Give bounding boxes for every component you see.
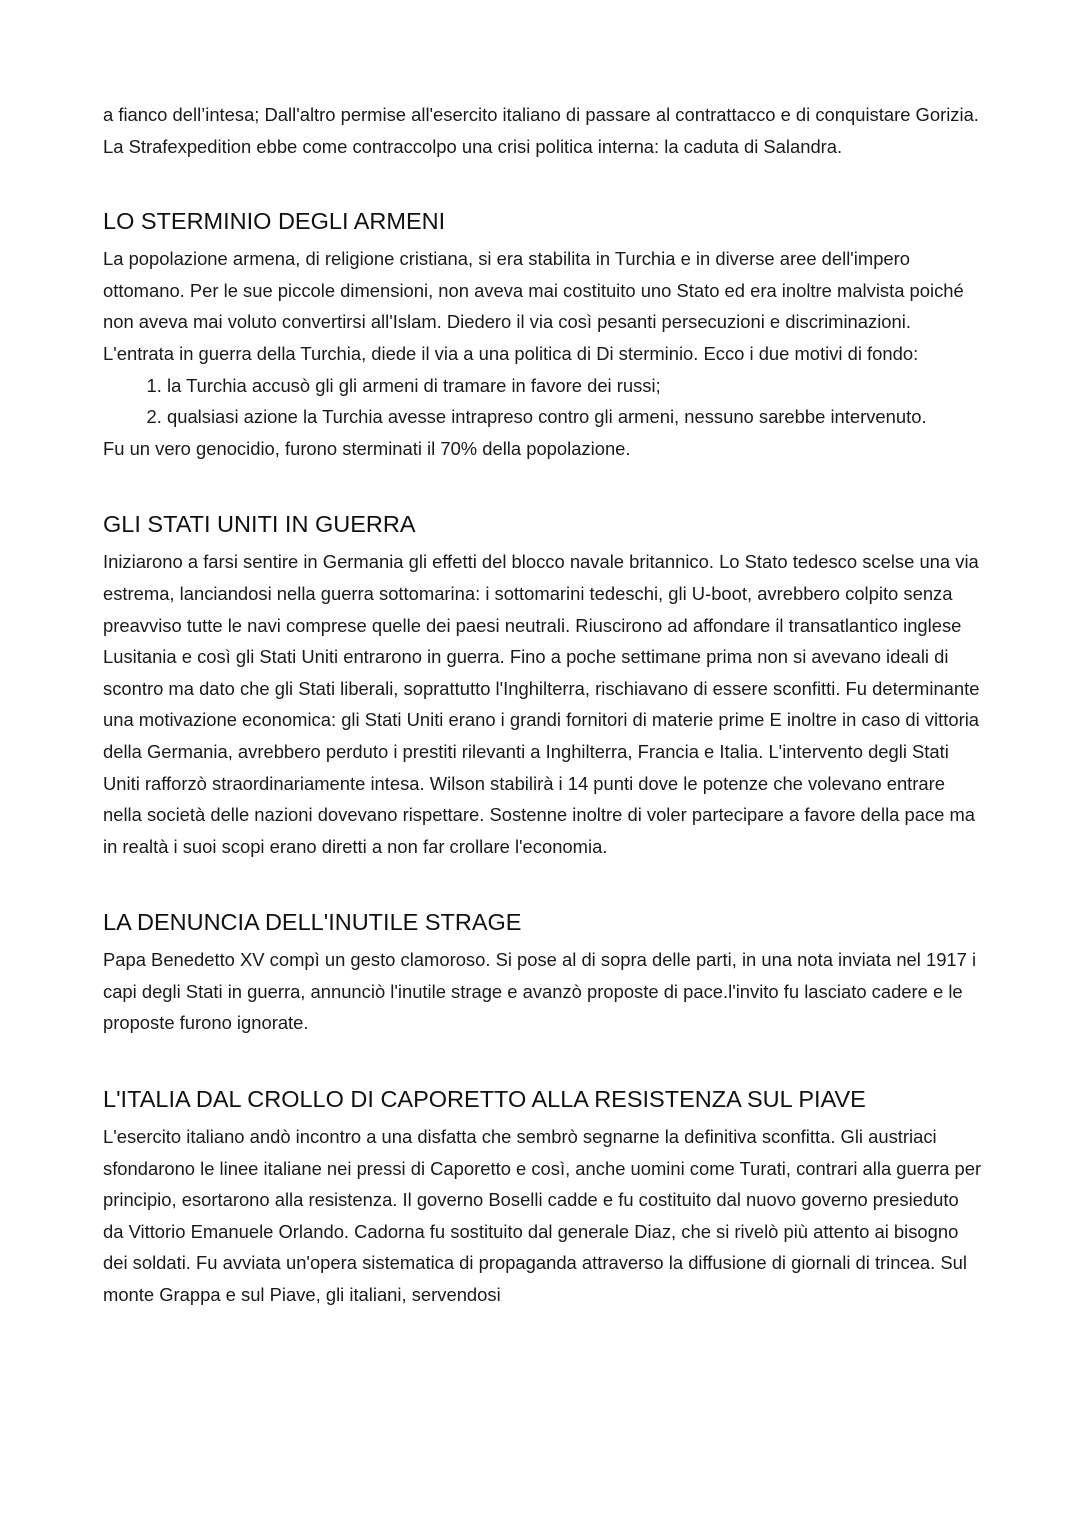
numbered-list xyxy=(103,370,983,433)
section-paragraph: La popolazione armena, di religione cristiana, si era stabilita in Turchia e in diverse aree dell'impero ottomano. Per le sue piccole dimensioni, non aveva mai costituito uno Stato ed era inoltre malvista poiché non aveva mai voluto convertirsi all'Islam. Diedero il via così pesanti persecuzioni e discriminazioni. L'entrata in guerra della Turchia, diede il via a una politica di Di sterminio. Ecco i due motivi di fondo: xyxy=(103,248,964,364)
section-title: LA DENUNCIA DELL'INUTILE STRAGE xyxy=(103,909,522,936)
section-title: L'ITALIA DAL CROLLO DI CAPORETTO ALLA RESISTENZA SUL PIAVE xyxy=(103,1086,866,1113)
section-inutile-strage xyxy=(103,906,983,1039)
section-spacer xyxy=(103,464,983,508)
section-stati-uniti xyxy=(103,508,983,862)
document-page xyxy=(103,99,983,1311)
section-armeni xyxy=(103,205,983,464)
section-paragraph: Papa Benedetto XV compì un gesto clamoroso. Si pose al di sopra delle parti, in una nota inviata nel 1917 i capi degli Stati in guerra, annunciò l'inutile strage e avanzò proposte di pace.l'invito fu lasciato cadere e le proposte furono ignorate. xyxy=(103,949,977,1034)
section-spacer xyxy=(103,162,983,205)
list-item: 1. la Turchia accusò gli gli armeni di tramare in favore dei russi; xyxy=(167,370,983,402)
list-item: 2. qualsiasi azione la Turchia avesse intrapreso contro gli armeni, nessuno sarebbe intervenuto. xyxy=(167,401,983,433)
section-caporetto xyxy=(103,1083,983,1311)
intro-paragraph: a fianco dell’intesa; Dall'altro permise all'esercito italiano di passare al contrattacco e di conquistare Gorizia. La Strafexpedition ebbe come contraccolpo una crisi politica interna: la caduta di Salandra. xyxy=(103,104,979,157)
section-paragraph: Iniziarono a farsi sentire in Germania gli effetti del blocco navale britannico. Lo Stato tedesco scelse una via estrema, lanciandosi nella guerra sottomarina: i sottomarini tedeschi, gli U-boot, avrebbero colpito senza preavviso tutte le navi comprese quelle dei paesi neutrali. Riuscirono ad affondare il transatlantico inglese Lusitania e così gli Stati Uniti entrarono in guerra. Fino a poche settimane prima non si avevano ideali di scontro ma dato che gli Stati liberali, soprattutto l'Inghilterra, rischiavano di essere sconfitti. Fu determinante una motivazione economica: gli Stati Uniti erano i grandi fornitori di materie prime E inoltre in caso di vittoria della Germania, avrebbero perduto i prestiti rilevanti a Inghilterra, Francia e Italia. L'intervento degli Stati Uniti rafforzò straordinariamente intesa. Wilson stabilirà i 14 punti dove le potenze che volevano entrare nella società delle nazioni dovevano rispettare. Sostenne inoltre di voler partecipare a favore della pace ma in realtà i suoi scopi erano diretti a non far crollare l'economia. xyxy=(103,551,980,857)
section-title: GLI STATI UNITI IN GUERRA xyxy=(103,511,416,538)
section-closing: Fu un vero genocidio, furono sterminati il 70% della popolazione. xyxy=(103,437,631,459)
section-spacer xyxy=(103,862,983,906)
section-paragraph: L'esercito italiano andò incontro a una disfatta che sembrò segnarne la definitiva sconfitta. Gli austriaci sfondarono le linee italiane nei pressi di Caporetto e così, anche uomini come Turati, contrari alla guerra per principio, esortarono alla resistenza. Il governo Boselli cadde e fu costituito dal nuovo governo presieduto da Vittorio Emanuele Orlando. Cadorna fu sostituito dal generale Diaz, che si rivelò più attento ai bisogno dei soldati. Fu avviata un'opera sistematica di propaganda attraverso la diffusione di giornali di trincea. Sul monte Grappa e sul Piave, gli italiani, servendosi xyxy=(103,1126,982,1306)
section-spacer xyxy=(103,1039,983,1083)
section-title: LO STERMINIO DEGLI ARMENI xyxy=(103,208,446,235)
